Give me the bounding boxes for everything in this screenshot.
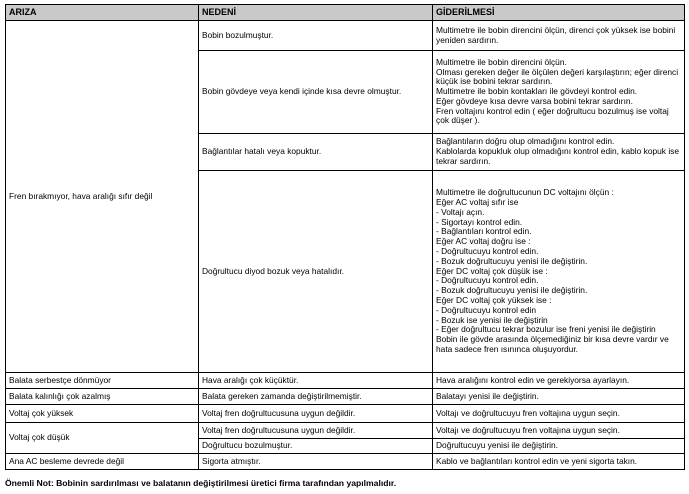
solution-cell: Voltajı ve doğrultucuyu fren voltajına uygun seçin. [433,423,685,439]
important-note: Önemli Not: Bobinin sardırılması ve balatanın değiştirilmesi üretici firma tarafından yapılmalıdır. [5,478,397,488]
cause-cell: Hava aralığı çok küçüktür. [199,373,433,389]
table-row [6,373,685,389]
solution-cell: Hava aralığını kontrol edin ve gerekiyorsa ayarlayın. [433,373,685,389]
header-row [6,5,685,21]
cause-cell: Bobin bozulmuştur. [199,21,433,51]
fault-cell: Voltaj çok yüksek [6,405,199,423]
fault-cell: Balata kalınlığı çok azalmış [6,389,199,405]
table-row [6,21,685,51]
table-row [6,405,685,423]
fault-cell: Fren bırakmıyor, hava aralığı sıfır değil [6,21,199,373]
solution-cell: Multimetre ile bobin direncini ölçün, direnci çok yüksek ise bobini yeniden sardırın. [433,21,685,51]
solution-cell: Bağlantıların doğru olup olmadığını kontrol edin. Kablolarda kopukluk olup olmadığını kontrol edin, kablo kopuk ise tekrar sardırın. [433,134,685,171]
solution-cell: Multimetre ile doğrultucunun DC voltajını ölçün : Eğer AC voltaj sıfır ise - Voltajı açın. - Sigortayı kontrol edin. - Bağlantıları kontrol edin. Eğer AC voltaj doğru ise : - Doğrultucuyu kontrol edin. - Bozuk doğrultucuyu yenisi ile değiştirin. Eğer DC voltaj çok düşük ise : - Doğrultucuyu kontrol edin. - Bozuk doğrultucuyu yenisi ile değiştirin. Eğer DC voltaj çok yüksek ise : - Doğrultucuyu kontrol edin - Bozuk ise yenisi ile değiştirin - Eğer doğrultucu tekrar bozulur ise freni yenisi ile değiştirin Bobin ile gövde arasında ölçemediğiniz bir kısa devre vardır ve hata sadece fren ısınınca oluşuyordur. [433,171,685,373]
cause-cell: Voltaj fren doğrultucusuna uygun değildir. [199,423,433,439]
solution-cell: Multimetre ile bobin direncini ölçün. Olması gereken değer ile ölçülen değeri karşılaştırın; eğer direnci küçük ise bobini tekrar sardırın. Multimetre ile bobin kontakları ile gövdeyi kontrol edin. Eğer gövdeye kısa devre varsa bobini tekrar sardırın. Fren voltajını kontrol edin ( eğer doğrultucu bozulmuş ise voltaj çok düşer ). [433,51,685,134]
solution-cell: Doğrultucuyu yenisi ile değiştirin. [433,439,685,454]
table-row [6,454,685,470]
fault-cell: Balata serbestçe dönmüyor [6,373,199,389]
solution-cell: Balatayı yenisi ile değiştirin. [433,389,685,405]
cause-cell: Voltaj fren doğrultucusuna uygun değildir. [199,405,433,423]
cause-cell: Sigorta atmıştır. [199,454,433,470]
cause-cell: Doğrultucu bozulmuştur. [199,439,433,454]
cause-cell: Balata gereken zamanda değiştirilmemiştir. [199,389,433,405]
fault-table [5,4,685,470]
table-row [6,389,685,405]
solution-cell: Voltajı ve doğrultucuyu fren voltajına uygun seçin. [433,405,685,423]
cause-cell: Bobin gövdeye veya kendi içinde kısa devre olmuştur. [199,51,433,134]
cause-cell: Doğrultucu diyod bozuk veya hatalıdır. [199,171,433,373]
solution-cell: Kablo ve bağlantıları kontrol edin ve yeni sigorta takın. [433,454,685,470]
header-fault: ARIZA [6,5,199,21]
cause-cell: Bağlantılar hatalı veya kopuktur. [199,134,433,171]
fault-cell: Ana AC besleme devrede değil [6,454,199,470]
header-solution: GİDERİLMESİ [433,5,685,21]
fault-cell: Voltaj çok düşük [6,423,199,454]
header-cause: NEDENİ [199,5,433,21]
table-row [6,423,685,439]
